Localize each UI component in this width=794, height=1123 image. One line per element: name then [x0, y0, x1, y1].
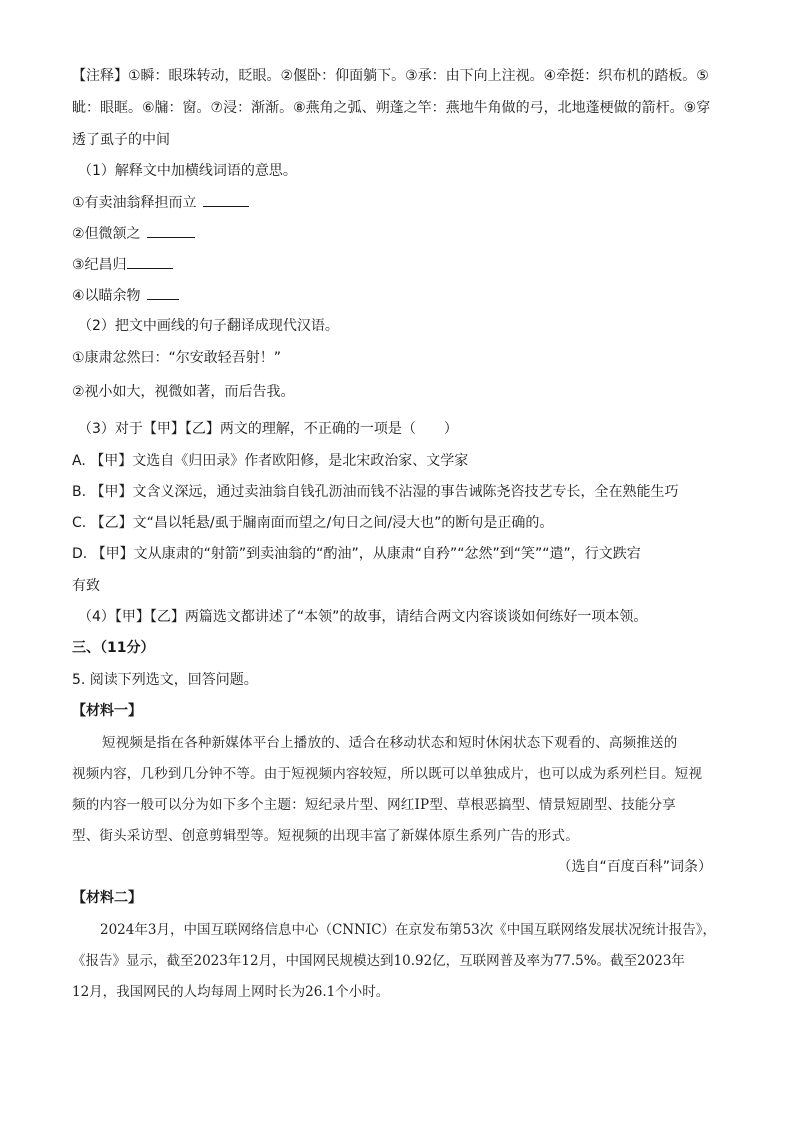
material-1-line-3: 频的内容一般可以分为如下多个主题：短纪录片型、网红IP型、草根恶搞型、情景短剧型、技能分享 [72, 797, 676, 813]
answer-blank[interactable] [147, 285, 179, 300]
material-2-line-2: 《报告》显示，截至2023年12月，中国网民规模达到10.92亿，互联网普及率为77.5%。截至2023年 [72, 953, 685, 969]
material-1-line-1: 短视频是指在各种新媒体平台上播放的、适合在移动状态和短时休闲状态下观看的、高频推送的 [102, 735, 678, 751]
q3-option-a: A. 【甲】文选自《归田录》作者欧阳修，是北宋政治家、文学家 [72, 453, 469, 469]
q3-option-d-line-1: D. 【甲】文从康肃的“射箭”到卖油翁的“酌油”，从康肃“自矜”“忿然”到“笑”“遣”，行文跌宕 [72, 546, 641, 562]
q5-prompt: 5. 阅读下列选文，回答问题。 [72, 672, 258, 688]
material-1-line-4: 型、街头采访型、创意剪辑型等。短视频的出现丰富了新媒体原生系列广告的形式。 [72, 828, 579, 844]
material-1-line-2: 视频内容，几秒到几分钟不等。由于短视频内容较短，所以既可以单独成片，也可以成为系列栏目。短视 [72, 766, 703, 782]
answer-blank[interactable] [203, 192, 249, 207]
q3-option-b: B. 【甲】文含义深远，通过卖油翁自钱孔沥油而钱不沾湿的事告诫陈尧咨技艺专长，全在熟能生巧 [72, 484, 679, 500]
material-1-label: 【材料一】 [72, 703, 142, 719]
material-2-line-3: 12月，我国网民的人均每周上网时长为26.1个小时。 [72, 984, 390, 1000]
q2-item-1: ①康肃忿然曰：“尔安敢轻吾射！” [72, 350, 282, 366]
material-1-source: （选自“百度百科”词条） [557, 859, 712, 875]
q1-item-1: ①有卖油翁释担而立 [72, 192, 249, 213]
material-2-line-1: 2024年3月，中国互联网络信息中心（CNNIC）在京发布第53次《中国互联网络发展状况统计报告》， [100, 922, 716, 938]
q3-option-c: C. 【乙】文“昌以牦悬/虱于牖南面而望之/旬日之间/浸大也”的断句是正确的。 [72, 515, 554, 531]
notes-line-1: 【注释】①瞬：眼珠转动，眨眼。②偃卧：仰面躺下。③承：由下向上注视。④牵挺：织布机的踏板。⑤ [72, 68, 709, 84]
q3-option-d-line-2: 有致 [72, 578, 100, 594]
q2-prompt: （2）把文中画线的句子翻译成现代汉语。 [78, 318, 339, 334]
q2-item-2: ②视小如大，视微如著，而后告我。 [72, 384, 295, 400]
notes-line-2: 眦：眼眶。⑥牖：窗。⑦浸：渐渐。⑧燕角之弧、朔蓬之竿：燕地牛角做的弓，北地蓬梗做的箭杆。⑨穿 [72, 100, 711, 116]
material-2-label: 【材料二】 [72, 890, 142, 906]
q3-prompt: （3）对于【甲】【乙】两文的理解，不正确的一项是（ ） [78, 421, 458, 437]
answer-blank[interactable] [147, 223, 195, 238]
q1-item-4: ④以瞄余物 [72, 285, 179, 306]
q4-prompt: （4）【甲】【乙】两篇选文都讲述了“本领”的故事，请结合两文内容谈谈如何练好一项本领。 [78, 609, 648, 625]
answer-blank[interactable] [127, 254, 173, 269]
notes-line-3: 透了虱子的中间 [72, 132, 170, 148]
q1-item-3: ③纪昌归 [72, 254, 173, 275]
q1-prompt: （1）解释文中加横线词语的意思。 [78, 163, 297, 179]
q1-item-2: ②但微颔之 [72, 223, 195, 244]
section-3-title: 三、（11分） [72, 640, 155, 656]
